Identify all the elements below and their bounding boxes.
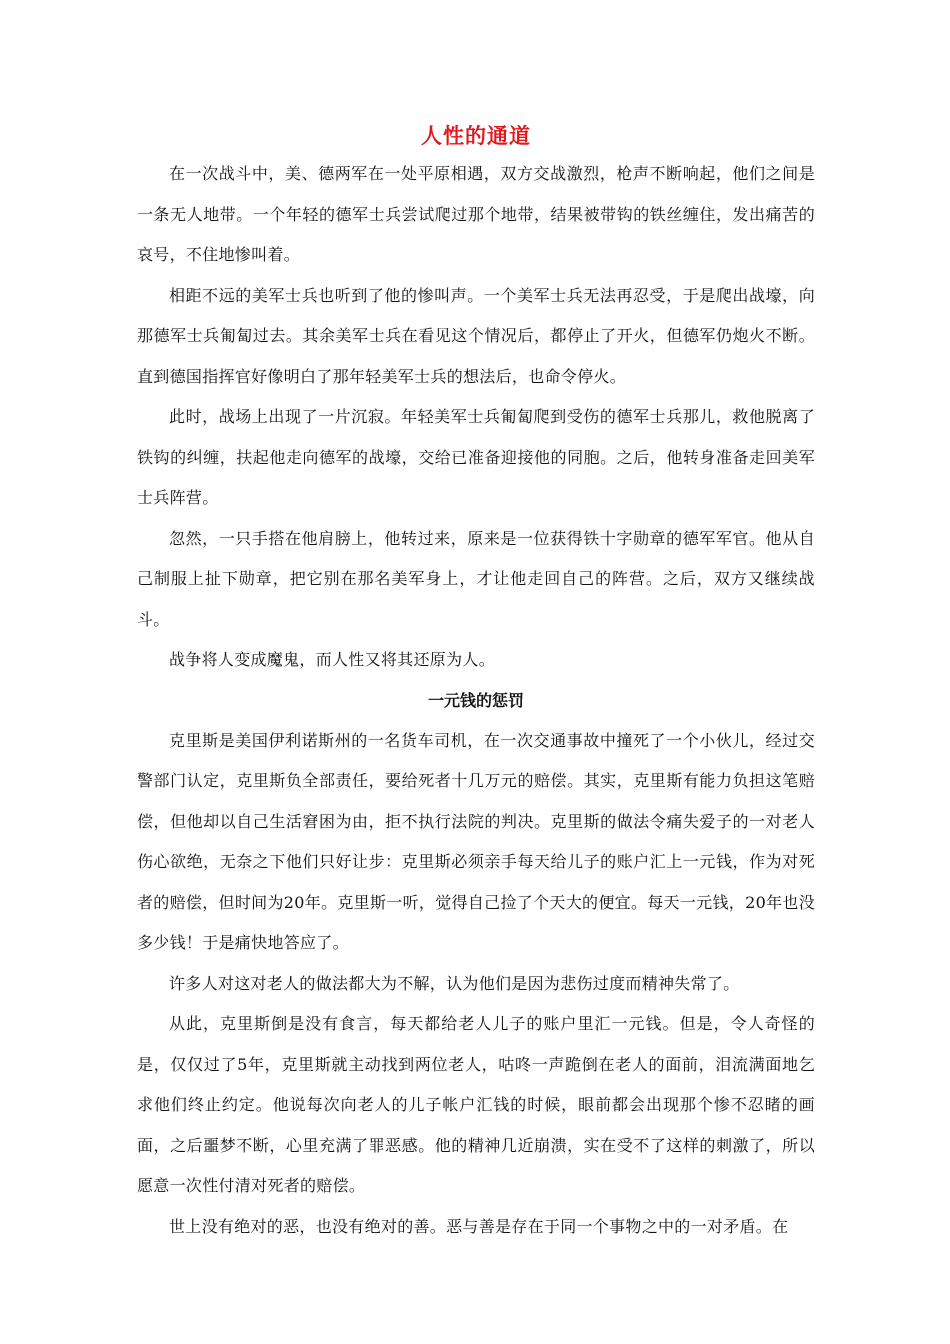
paragraph: 在一次战斗中，美、德两军在一处平原相遇，双方交战激烈，枪声不断响起，他们之间是一条无人地带。一个年轻的德军士兵尝试爬过那个地带，结果被带钩的铁丝缠住，发出痛苦的哀号，不住地惨叫着。 — [137, 164, 815, 264]
paragraph: 从此，克里斯倒是没有食言，每天都给老人儿子的账户里汇一元钱。但是，令人奇怪的是，仅仅过了5年，克里斯就主动找到两位老人，咕咚一声跪倒在老人的面前，泪流满面地乞求他们终止约定。他说每次向老人的儿子帐户汇钱的时候，眼前都会出现那个惨不忍睹的画面，之后噩梦不断，心里充满了罪恶感。他的精神几近崩溃，实在受不了这样的刺激了，所以愿意一次性付清对死者的赔偿。 — [137, 1014, 815, 1195]
paragraph: 忽然，一只手搭在他肩膀上，他转过来，原来是一位获得铁十字勋章的德军军官。他从自己制服上扯下勋章，把它别在那名美军身上，才让他走回自己的阵营。之后，双方又继续战斗。 — [137, 528, 815, 629]
paragraph: 此时，战场上出现了一片沉寂。年轻美军士兵匍匐爬到受伤的德军士兵那儿，救他脱离了铁钩的纠缠，扶起他走向德军的战壕，交给已准备迎接他的同胞。之后，他转身准备走回美军士兵阵营。 — [137, 407, 815, 507]
paragraph: 战争将人变成魔鬼，而人性又将其还原为人。 — [169, 650, 496, 669]
paragraph: 相距不远的美军士兵也听到了他的惨叫声。一个美军士兵无法再忍受，于是爬出战壕，向那德军士兵匍匐过去。其余美军士兵在看见这个情况后，都停止了开火，但德军仍炮火不断。直到德国指挥官好像明白了那年轻美军士兵的想法后，也命令停火。 — [137, 285, 815, 386]
document-body — [137, 118, 815, 1247]
article-title: 人性的通道 — [421, 123, 531, 148]
paragraph: 克里斯是美国伊利诺斯州的一名货车司机，在一次交通事故中撞死了一个小伙儿，经过交警部门认定，克里斯负全部责任，要给死者十几万元的赔偿。其实，克里斯有能力负担这笔赔偿，但他却以自己生活窘困为由，拒不执行法院的判决。克里斯的做法令痛失爱子的一对老人伤心欲绝，无奈之下他们只好让步：克里斯必须亲手每天给儿子的账户汇上一元钱，作为对死者的赔偿，但时间为20年。克里斯一听，觉得自己捡了个天大的便宜。每天一元钱，20年也没多少钱！于是痛快地答应了。 — [137, 730, 815, 952]
paragraph: 世上没有绝对的恶，也没有绝对的善。恶与善是存在于同一个事物之中的一对矛盾。在 — [169, 1216, 789, 1236]
section-subtitle: 一元钱的惩罚 — [427, 690, 524, 710]
paragraph: 许多人对这对老人的做法都大为不解，认为他们是因为悲伤过度而精神失常了。 — [169, 973, 740, 993]
